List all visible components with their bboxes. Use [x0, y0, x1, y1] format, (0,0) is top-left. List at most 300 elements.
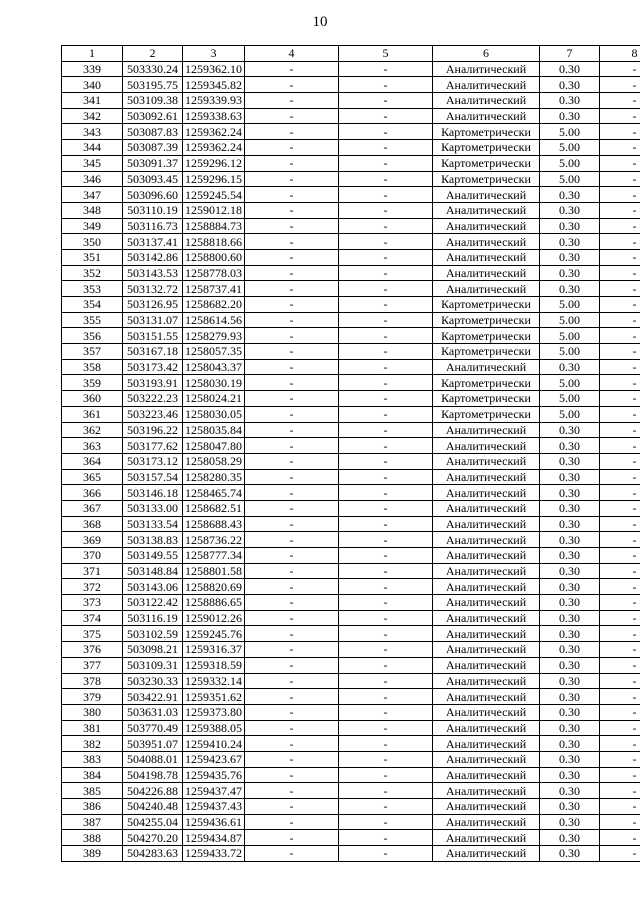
table-cell: 503222.23 [123, 391, 183, 407]
table-cell: 0.30 [540, 846, 600, 862]
table-cell: 382 [62, 736, 123, 752]
table-cell: Картометрически [433, 312, 540, 328]
table-row [62, 312, 640, 328]
table-cell: - [339, 187, 433, 203]
table-row [62, 469, 640, 485]
table-cell: 503096.60 [123, 187, 183, 203]
table-cell: - [339, 720, 433, 736]
table-cell: 503167.18 [123, 344, 183, 360]
table-cell: - [600, 846, 640, 862]
table-cell: - [600, 202, 640, 218]
table-cell: 503109.31 [123, 657, 183, 673]
table-cell: - [245, 406, 339, 422]
table-cell: - [339, 626, 433, 642]
table-cell: 361 [62, 406, 123, 422]
table-cell: - [600, 281, 640, 297]
table-cell: - [600, 249, 640, 265]
table-cell: - [339, 124, 433, 140]
table-row [62, 265, 640, 281]
table-cell: 373 [62, 595, 123, 611]
table-cell: - [245, 736, 339, 752]
table-row [62, 563, 640, 579]
table-cell: 370 [62, 548, 123, 564]
table-cell: 341 [62, 93, 123, 109]
table-row [62, 783, 640, 799]
table-row [62, 720, 640, 736]
table-cell: - [600, 610, 640, 626]
table-row [62, 595, 640, 611]
table-cell: Аналитический [433, 61, 540, 77]
table-cell: 358 [62, 359, 123, 375]
table-cell: 352 [62, 265, 123, 281]
table-cell: 503146.18 [123, 485, 183, 501]
table-cell: 1259245.54 [183, 187, 245, 203]
table-cell: 0.30 [540, 767, 600, 783]
table-cell: 1259345.82 [183, 77, 245, 93]
table-cell: 1258884.73 [183, 218, 245, 234]
table-cell: - [600, 438, 640, 454]
table-cell: 1258820.69 [183, 579, 245, 595]
table-cell: - [245, 814, 339, 830]
table-row [62, 375, 640, 391]
header-cell: 5 [339, 46, 433, 62]
table-cell: Аналитический [433, 485, 540, 501]
table-cell: 503173.42 [123, 359, 183, 375]
table-cell: Аналитический [433, 689, 540, 705]
table-cell: - [339, 406, 433, 422]
table-cell: - [245, 532, 339, 548]
table-cell: - [339, 485, 433, 501]
table-row [62, 344, 640, 360]
table-cell: 1258030.19 [183, 375, 245, 391]
table-cell: - [600, 548, 640, 564]
table-cell: 503093.45 [123, 171, 183, 187]
table-row [62, 438, 640, 454]
table-cell: 1259012.18 [183, 202, 245, 218]
header-cell: 3 [183, 46, 245, 62]
table-cell: Аналитический [433, 610, 540, 626]
table-row [62, 93, 640, 109]
table-cell: - [339, 563, 433, 579]
table-cell: 0.30 [540, 830, 600, 846]
table-cell: 0.30 [540, 626, 600, 642]
table-cell: - [339, 548, 433, 564]
table-cell: - [339, 438, 433, 454]
table-cell: Аналитический [433, 453, 540, 469]
table-cell: - [245, 704, 339, 720]
table-cell: - [600, 312, 640, 328]
table-cell: 0.30 [540, 359, 600, 375]
table-cell: - [339, 595, 433, 611]
table-row [62, 249, 640, 265]
table-cell: - [245, 77, 339, 93]
table-cell: 353 [62, 281, 123, 297]
table-cell: 1259388.05 [183, 720, 245, 736]
table-cell: - [245, 469, 339, 485]
table-cell: - [339, 610, 433, 626]
table-row [62, 516, 640, 532]
table-cell: - [339, 532, 433, 548]
table-row [62, 187, 640, 203]
table-cell: Аналитический [433, 187, 540, 203]
table-cell: 374 [62, 610, 123, 626]
table-cell: Аналитический [433, 281, 540, 297]
table-cell: 363 [62, 438, 123, 454]
table-cell: 504198.78 [123, 767, 183, 783]
table-cell: 1258778.03 [183, 265, 245, 281]
table-cell: - [600, 720, 640, 736]
table-cell: Аналитический [433, 359, 540, 375]
table-cell: 5.00 [540, 124, 600, 140]
table-cell: Аналитический [433, 548, 540, 564]
table-cell: - [600, 124, 640, 140]
table-cell: 1259296.12 [183, 155, 245, 171]
table-cell: 364 [62, 453, 123, 469]
table-cell: - [245, 516, 339, 532]
table-cell: - [245, 657, 339, 673]
table-cell: 5.00 [540, 391, 600, 407]
table-cell: 0.30 [540, 93, 600, 109]
table-cell: 0.30 [540, 218, 600, 234]
table-cell: - [600, 657, 640, 673]
table-cell: - [245, 140, 339, 156]
table-cell: 0.30 [540, 689, 600, 705]
table-cell: 348 [62, 202, 123, 218]
table-cell: 355 [62, 312, 123, 328]
table-cell: - [600, 77, 640, 93]
table-cell: 388 [62, 830, 123, 846]
table-cell: 5.00 [540, 312, 600, 328]
table-cell: 380 [62, 704, 123, 720]
table-cell: - [245, 249, 339, 265]
table-cell: - [245, 202, 339, 218]
table-cell: 503223.46 [123, 406, 183, 422]
table-cell: - [245, 108, 339, 124]
table-cell: 0.30 [540, 108, 600, 124]
table-cell: - [339, 93, 433, 109]
table-cell: - [600, 689, 640, 705]
table-cell: - [245, 328, 339, 344]
table-cell: Картометрически [433, 391, 540, 407]
table-cell: 503091.37 [123, 155, 183, 171]
table-cell: Аналитический [433, 579, 540, 595]
table-cell: 1259362.24 [183, 140, 245, 156]
table-cell: 503631.03 [123, 704, 183, 720]
table-cell: 0.30 [540, 783, 600, 799]
table-cell: 369 [62, 532, 123, 548]
table-cell: - [600, 532, 640, 548]
table-cell: Аналитический [433, 438, 540, 454]
table-cell: - [339, 328, 433, 344]
table-row [62, 485, 640, 501]
table-cell: 356 [62, 328, 123, 344]
table-cell: 503087.83 [123, 124, 183, 140]
table-row [62, 218, 640, 234]
table-cell: - [600, 391, 640, 407]
table-cell: - [339, 846, 433, 862]
table-row [62, 610, 640, 626]
table-cell: - [245, 297, 339, 313]
table-cell: - [245, 500, 339, 516]
table-cell: 346 [62, 171, 123, 187]
table-cell: - [339, 140, 433, 156]
table-cell: - [339, 202, 433, 218]
table-cell: 503137.41 [123, 234, 183, 250]
table-cell: - [600, 265, 640, 281]
table-cell: 0.30 [540, 814, 600, 830]
table-cell: 339 [62, 61, 123, 77]
table-cell: - [339, 297, 433, 313]
table-cell: 503770.49 [123, 720, 183, 736]
table-cell: 357 [62, 344, 123, 360]
table-cell: - [339, 469, 433, 485]
table-cell: 347 [62, 187, 123, 203]
table-cell: - [245, 751, 339, 767]
table-cell: - [600, 140, 640, 156]
table-cell: - [600, 108, 640, 124]
table-row [62, 61, 640, 77]
table-cell: - [600, 704, 640, 720]
table-cell: 1259435.76 [183, 767, 245, 783]
table-cell: 0.30 [540, 202, 600, 218]
table-cell: 0.30 [540, 438, 600, 454]
table-cell: Аналитический [433, 218, 540, 234]
table-cell: Аналитический [433, 846, 540, 862]
table-row [62, 281, 640, 297]
table-cell: 1259012.26 [183, 610, 245, 626]
table-cell: - [339, 77, 433, 93]
table-cell: 1259296.15 [183, 171, 245, 187]
table-row [62, 830, 640, 846]
table-cell: 503149.55 [123, 548, 183, 564]
table-cell: - [339, 500, 433, 516]
table-cell: 503230.33 [123, 673, 183, 689]
table-cell: 1259433.72 [183, 846, 245, 862]
table-cell: - [339, 218, 433, 234]
table-row [62, 657, 640, 673]
table-cell: 1258818.66 [183, 234, 245, 250]
table-cell: 1258057.35 [183, 344, 245, 360]
table-cell: 387 [62, 814, 123, 830]
table-cell: 503087.39 [123, 140, 183, 156]
table-cell: 0.30 [540, 234, 600, 250]
table-cell: 503126.95 [123, 297, 183, 313]
table-cell: - [339, 249, 433, 265]
table-cell: - [339, 736, 433, 752]
table-cell: - [600, 469, 640, 485]
table-cell: - [339, 830, 433, 846]
table-cell: 343 [62, 124, 123, 140]
table-cell: Аналитический [433, 673, 540, 689]
table-cell: - [600, 642, 640, 658]
table-cell: - [339, 704, 433, 720]
table-cell: - [600, 799, 640, 815]
table-cell: 367 [62, 500, 123, 516]
table-cell: - [339, 344, 433, 360]
table-cell: 0.30 [540, 579, 600, 595]
table-cell: Аналитический [433, 469, 540, 485]
table-cell: - [600, 751, 640, 767]
table-cell: 1259410.24 [183, 736, 245, 752]
table-cell: 1259318.59 [183, 657, 245, 673]
table-cell: Аналитический [433, 563, 540, 579]
table-cell: - [339, 799, 433, 815]
table-cell: - [339, 375, 433, 391]
table-row [62, 202, 640, 218]
table-cell: 0.30 [540, 720, 600, 736]
table-cell: 503148.84 [123, 563, 183, 579]
table-cell: - [339, 155, 433, 171]
table-cell: 0.30 [540, 469, 600, 485]
table-cell: - [245, 124, 339, 140]
table-cell: 503195.75 [123, 77, 183, 93]
table-cell: - [339, 171, 433, 187]
table-cell: Аналитический [433, 595, 540, 611]
table-cell: 1258737.41 [183, 281, 245, 297]
table-cell: 345 [62, 155, 123, 171]
table-cell: - [245, 595, 339, 611]
table-cell: 503116.73 [123, 218, 183, 234]
table-header-row [62, 46, 640, 62]
table-cell: - [600, 375, 640, 391]
table-cell: - [245, 344, 339, 360]
table-cell: 504240.48 [123, 799, 183, 815]
table-cell: Аналитический [433, 626, 540, 642]
table-cell: - [600, 500, 640, 516]
table-cell: Аналитический [433, 799, 540, 815]
table-cell: 1258058.29 [183, 453, 245, 469]
table-cell: - [245, 155, 339, 171]
table-cell: - [600, 830, 640, 846]
table-cell: - [339, 751, 433, 767]
table-row [62, 108, 640, 124]
table-cell: Аналитический [433, 720, 540, 736]
table-cell: 503193.91 [123, 375, 183, 391]
table-cell: 503122.42 [123, 595, 183, 611]
table-row [62, 124, 640, 140]
table-cell: 503133.54 [123, 516, 183, 532]
table-cell: 0.30 [540, 485, 600, 501]
table-cell: 1259362.24 [183, 124, 245, 140]
table-cell: 340 [62, 77, 123, 93]
table-cell: 503092.61 [123, 108, 183, 124]
table-cell: 503132.72 [123, 281, 183, 297]
table-cell: 1259437.47 [183, 783, 245, 799]
table-cell: - [600, 673, 640, 689]
table-cell: 0.30 [540, 610, 600, 626]
table-cell: 344 [62, 140, 123, 156]
table-cell: - [245, 234, 339, 250]
table-cell: - [600, 626, 640, 642]
table-cell: - [339, 657, 433, 673]
table-cell: 342 [62, 108, 123, 124]
table-cell: 1259332.14 [183, 673, 245, 689]
table-cell: - [245, 799, 339, 815]
table-cell: - [245, 359, 339, 375]
table-cell: Аналитический [433, 234, 540, 250]
table-cell: - [339, 108, 433, 124]
table-cell: 379 [62, 689, 123, 705]
table-cell: - [245, 93, 339, 109]
table-cell: 1259423.67 [183, 751, 245, 767]
table-cell: Аналитический [433, 783, 540, 799]
table-row [62, 140, 640, 156]
table-cell: 1258280.35 [183, 469, 245, 485]
table-row [62, 500, 640, 516]
table-row [62, 406, 640, 422]
table-cell: 0.30 [540, 751, 600, 767]
table-cell: 360 [62, 391, 123, 407]
table-cell: Аналитический [433, 516, 540, 532]
table-cell: 1258800.60 [183, 249, 245, 265]
table-cell: - [339, 265, 433, 281]
page-number: 10 [312, 14, 328, 30]
table-row [62, 736, 640, 752]
table-cell: 504226.88 [123, 783, 183, 799]
table-row [62, 171, 640, 187]
table-cell: 503173.12 [123, 453, 183, 469]
table-cell: - [245, 453, 339, 469]
table-cell: Аналитический [433, 93, 540, 109]
table-cell: 5.00 [540, 375, 600, 391]
table-cell: - [600, 422, 640, 438]
table-cell: 503196.22 [123, 422, 183, 438]
table-cell: - [600, 579, 640, 595]
header-cell: 6 [433, 46, 540, 62]
table-cell: 386 [62, 799, 123, 815]
header-cell: 7 [540, 46, 600, 62]
table-cell: - [600, 155, 640, 171]
table-cell: - [600, 328, 640, 344]
table-cell: 5.00 [540, 171, 600, 187]
table-cell: - [339, 359, 433, 375]
table-cell: 354 [62, 297, 123, 313]
table-row [62, 391, 640, 407]
header-cell: 4 [245, 46, 339, 62]
table-cell: 1259436.61 [183, 814, 245, 830]
table-cell: 0.30 [540, 548, 600, 564]
table-row [62, 328, 640, 344]
table-cell: - [245, 391, 339, 407]
table-cell: 389 [62, 846, 123, 862]
table-cell: - [339, 453, 433, 469]
table-cell: 378 [62, 673, 123, 689]
table-cell: 350 [62, 234, 123, 250]
table-cell: 0.30 [540, 704, 600, 720]
table-cell: 377 [62, 657, 123, 673]
table-cell: 503109.38 [123, 93, 183, 109]
table-row [62, 689, 640, 705]
table-cell: 365 [62, 469, 123, 485]
table-cell: 0.30 [540, 422, 600, 438]
table-cell: 1258614.56 [183, 312, 245, 328]
table-cell: Аналитический [433, 767, 540, 783]
table-row [62, 767, 640, 783]
table-cell: 503422.91 [123, 689, 183, 705]
table-cell: 1258030.05 [183, 406, 245, 422]
table-cell: - [600, 93, 640, 109]
table-cell: 0.30 [540, 281, 600, 297]
table-cell: 375 [62, 626, 123, 642]
table-cell: - [339, 767, 433, 783]
table-cell: Картометрически [433, 375, 540, 391]
table-cell: 504283.63 [123, 846, 183, 862]
table-cell: Картометрически [433, 297, 540, 313]
table-row [62, 704, 640, 720]
table-cell: - [245, 61, 339, 77]
table-cell: - [339, 689, 433, 705]
table-cell: - [600, 297, 640, 313]
